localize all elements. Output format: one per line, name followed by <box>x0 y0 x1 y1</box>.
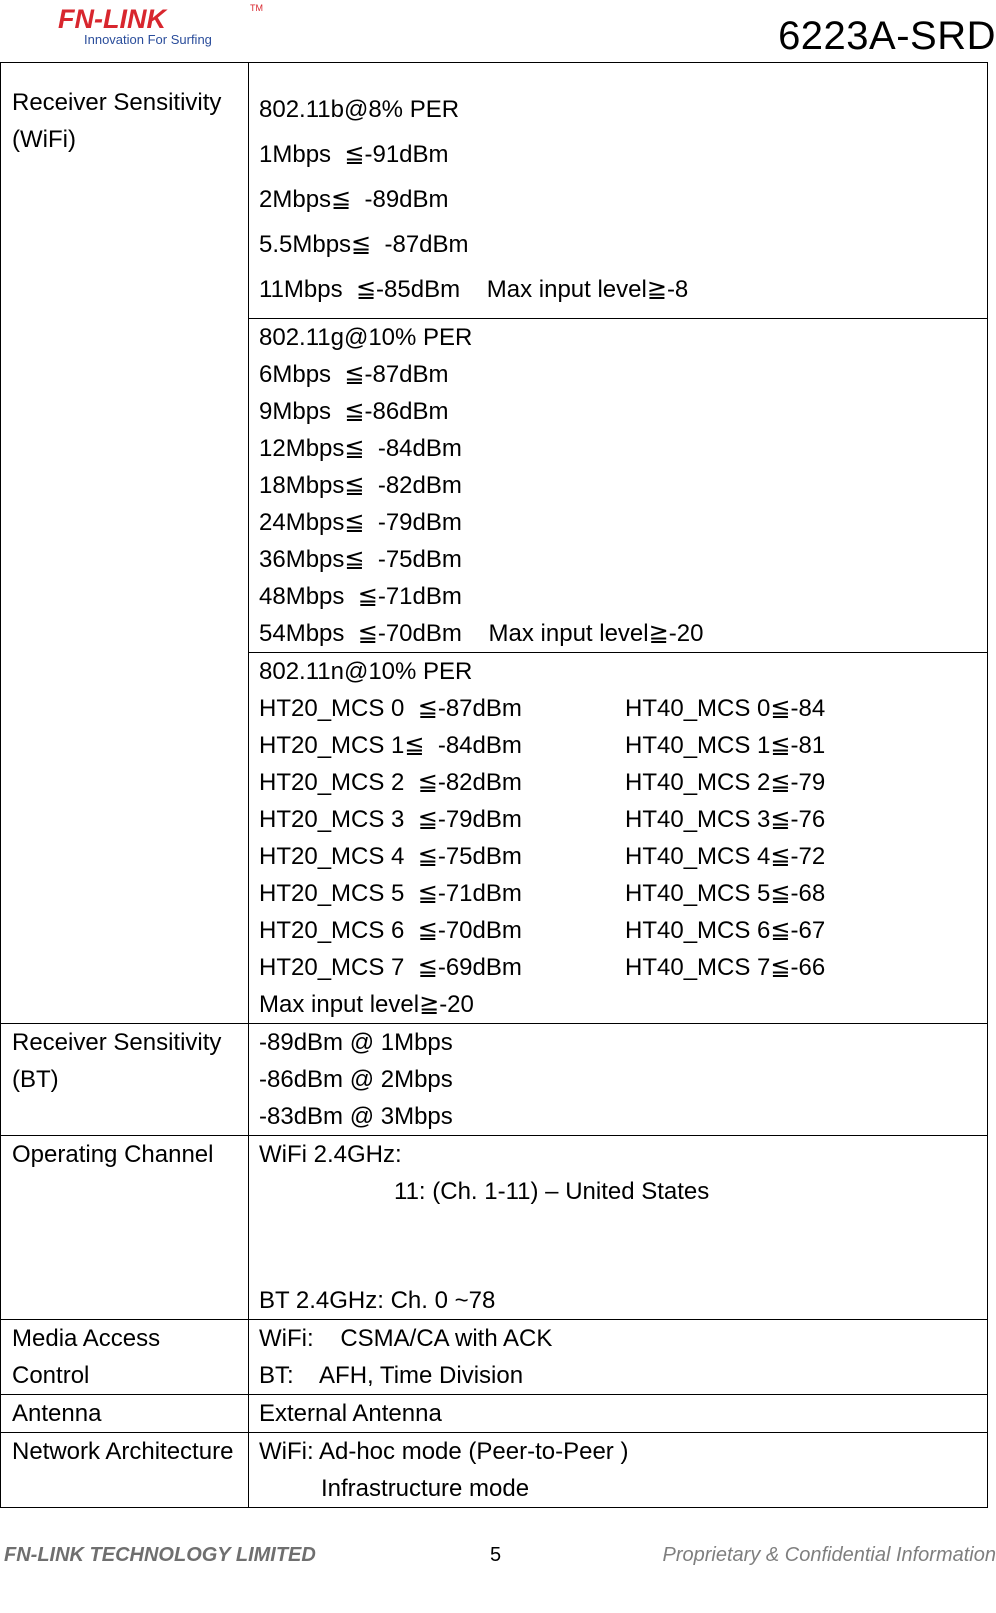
value-line: BT: AFH, Time Division <box>259 1362 524 1389</box>
label-network-architecture <box>1 1433 249 1508</box>
value-line: -83dBm @ 3Mbps <box>259 1103 453 1130</box>
label-line: Media Access <box>12 1325 161 1352</box>
label-wifi-sensitivity <box>1 63 249 1024</box>
mcs-row <box>259 875 987 912</box>
mcs-row <box>259 764 987 801</box>
mcs-row <box>259 801 987 838</box>
ht40-value: HT40_MCS 3≦-76 <box>625 806 826 833</box>
ht40-value: HT40_MCS 7≦-66 <box>625 954 826 981</box>
cell-antenna <box>249 1395 988 1433</box>
ht20-value: HT20_MCS 6 ≦-70dBm <box>259 917 522 944</box>
mcs-row <box>259 838 987 875</box>
ht20-value: HT20_MCS 3 ≦-79dBm <box>259 806 522 833</box>
label-line: (BT) <box>12 1066 59 1093</box>
value-line: 11: (Ch. 1-11) – United States <box>394 1178 710 1205</box>
value-line: BT 2.4GHz: Ch. 0 ~78 <box>259 1287 496 1314</box>
value-line: 802.11g@10% PER <box>259 324 473 351</box>
value-line: 36Mbps≦ -75dBm <box>259 546 462 573</box>
row-antenna <box>1 1395 988 1433</box>
value-line: Max input level≧-20 <box>259 991 474 1018</box>
value-line: 18Mbps≦ -82dBm <box>259 472 462 499</box>
footer-company: FN-LINK TECHNOLOGY LIMITED <box>4 1544 316 1566</box>
page-number: 5 <box>490 1544 502 1566</box>
page-footer <box>0 1544 996 1572</box>
ht40-value: HT40_MCS 6≦-67 <box>625 917 826 944</box>
value-line: 12Mbps≦ -84dBm <box>259 435 462 462</box>
value-line: -86dBm @ 2Mbps <box>259 1066 453 1093</box>
value-line: 2Mbps≦ -89dBm <box>259 186 449 213</box>
footer-confidential: Proprietary & Confidential Information <box>662 1544 996 1566</box>
cell-802-11n <box>249 653 988 1024</box>
ht40-value: HT40_MCS 2≦-79 <box>625 769 826 796</box>
row-bt-sensitivity <box>1 1024 988 1136</box>
value-line: 802.11b@8% PER <box>259 96 460 123</box>
label-line: Receiver Sensitivity <box>12 89 222 116</box>
ht20-value: HT20_MCS 1≦ -84dBm <box>259 732 522 759</box>
mcs-row <box>259 690 987 727</box>
ht20-value: HT20_MCS 7 ≦-69dBm <box>259 954 522 981</box>
value-line: Infrastructure mode <box>321 1475 530 1502</box>
value-line: External Antenna <box>259 1400 442 1427</box>
logo-tagline: Innovation For Surfing <box>84 32 212 47</box>
value-line: 24Mbps≦ -79dBm <box>259 509 462 536</box>
cell-operating-channel <box>249 1136 988 1320</box>
company-logo <box>58 2 268 50</box>
value-line: 11Mbps ≦-85dBm Max input level≧-8 <box>259 276 689 303</box>
ht40-value: HT40_MCS 0≦-84 <box>625 695 826 722</box>
mcs-row <box>259 727 987 764</box>
ht20-value: HT20_MCS 2 ≦-82dBm <box>259 769 522 796</box>
ht20-value: HT20_MCS 4 ≦-75dBm <box>259 843 522 870</box>
row-media-access-control <box>1 1320 988 1395</box>
cell-media-access-control <box>249 1320 988 1395</box>
row-operating-channel <box>1 1136 988 1320</box>
cell-bt-sensitivity <box>249 1024 988 1136</box>
value-line: 54Mbps ≦-70dBm Max input level≧-20 <box>259 620 704 647</box>
value-line: 802.11n@10% PER <box>259 658 473 685</box>
label-line: Receiver Sensitivity <box>12 1029 222 1056</box>
logo-wordmark: FN-LINK <box>58 4 166 34</box>
value-line: 9Mbps ≦-86dBm <box>259 398 449 425</box>
value-line: WiFi: Ad-hoc mode (Peer-to-Peer ) <box>259 1438 629 1465</box>
document-id: 6223A-SRD <box>778 14 996 58</box>
label-operating-channel <box>1 1136 249 1320</box>
label-line: Control <box>12 1362 90 1389</box>
label-line: Operating Channel <box>12 1141 214 1168</box>
value-line: 6Mbps ≦-87dBm <box>259 361 449 388</box>
cell-network-architecture <box>249 1433 988 1508</box>
label-line: (WiFi) <box>12 126 76 153</box>
label-line: Network Architecture <box>12 1438 234 1465</box>
label-antenna <box>1 1395 249 1433</box>
cell-802-11b <box>249 63 988 319</box>
ht20-value: HT20_MCS 0 ≦-87dBm <box>259 695 522 722</box>
row-network-architecture <box>1 1433 988 1508</box>
value-line: 1Mbps ≦-91dBm <box>259 141 449 168</box>
label-media-access-control <box>1 1320 249 1395</box>
mcs-row <box>259 949 987 986</box>
ht40-value: HT40_MCS 1≦-81 <box>625 732 826 759</box>
value-line: -89dBm @ 1Mbps <box>259 1029 453 1056</box>
mcs-row <box>259 912 987 949</box>
label-bt-sensitivity <box>1 1024 249 1136</box>
ht40-value: HT40_MCS 5≦-68 <box>625 880 826 907</box>
value-line: 48Mbps ≦-71dBm <box>259 583 462 610</box>
value-line: 5.5Mbps≦ -87dBm <box>259 231 469 258</box>
ht20-value: HT20_MCS 5 ≦-71dBm <box>259 880 522 907</box>
cell-802-11g <box>249 319 988 653</box>
row-wifi-sensitivity-b <box>1 63 988 319</box>
logo-trademark: TM <box>250 3 263 13</box>
value-line: WiFi 2.4GHz: <box>259 1141 402 1168</box>
spec-table <box>0 62 988 1508</box>
label-line: Antenna <box>12 1400 102 1427</box>
ht40-value: HT40_MCS 4≦-72 <box>625 843 826 870</box>
value-line: WiFi: CSMA/CA with ACK <box>259 1325 553 1352</box>
